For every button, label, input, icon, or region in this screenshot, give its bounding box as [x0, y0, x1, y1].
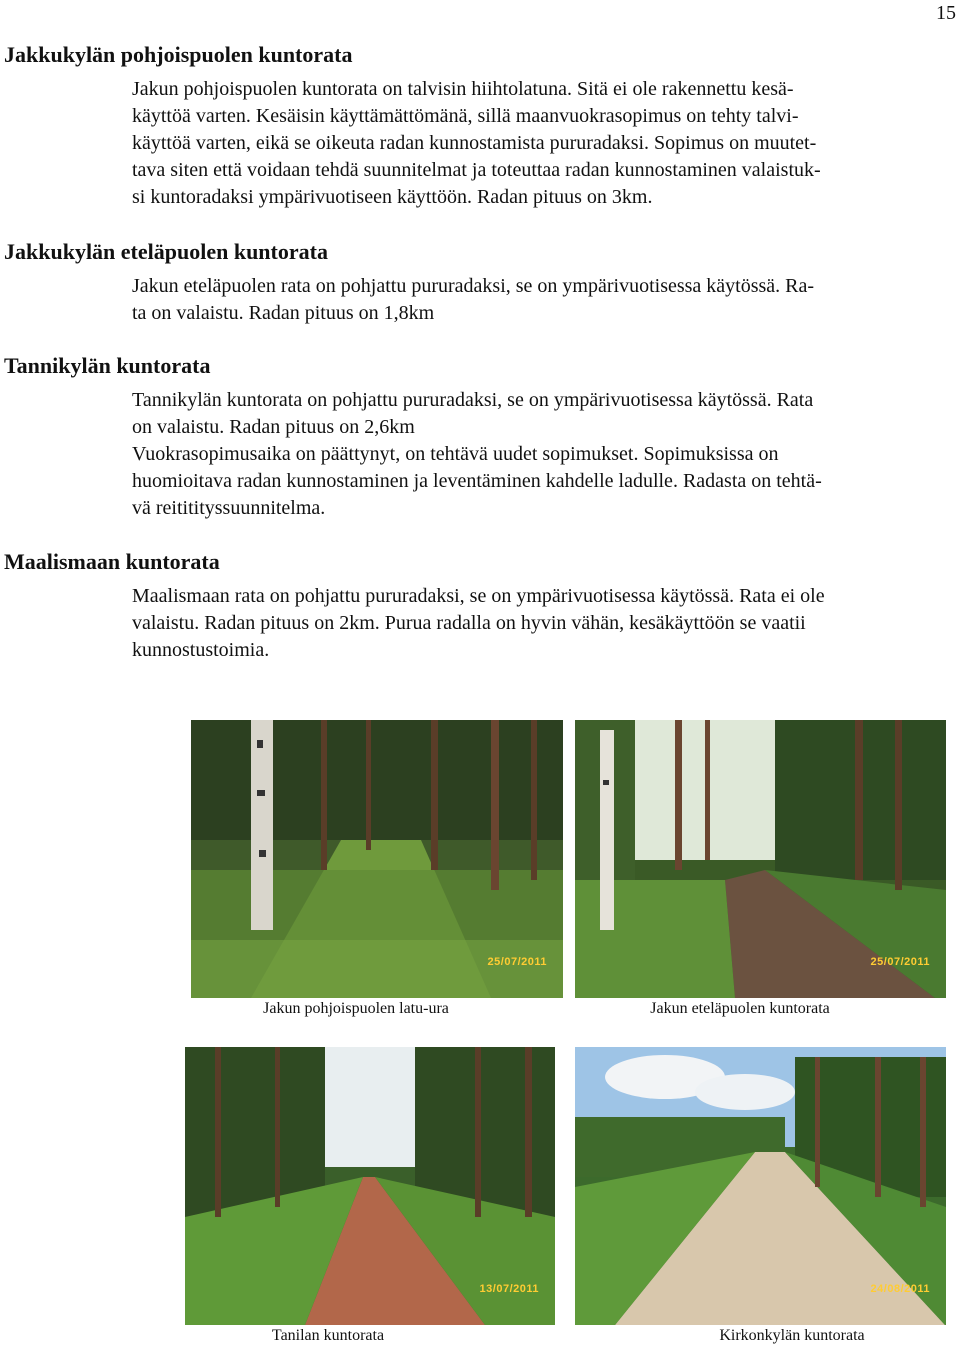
photo-jakun-north-track	[191, 720, 563, 998]
photo-caption: Jakun pohjoispuolen latu-ura	[263, 1000, 449, 1017]
photo-tanila-track	[185, 1047, 555, 1325]
page-number: 15	[936, 2, 956, 24]
section-heading-jakku-north: Jakkukylän pohjoispuolen kuntorata	[4, 42, 353, 67]
text-line: Vuokrasopimusaika on päättynyt, on tehtävä uudet sopimukset. Sopimuksissa on	[132, 443, 779, 465]
text-line: Tannikylän kuntorata on pohjattu pururadaksi, se on ympärivuotisessa käytössä. Rata	[132, 389, 814, 411]
text-line: huomioitava radan kunnostaminen ja leventäminen kahdelle ladulle. Radasta on tehtä-	[132, 470, 822, 492]
text-line: tava siten että voidaan tehdä suunnitelmat ja toteuttaa radan kunnostaminen valaistuk-	[132, 159, 821, 181]
text-line: Jakun eteläpuolen rata on pohjattu pururadaksi, se on ympärivuotisessa käytössä. Ra-	[132, 275, 815, 297]
text-line: käyttöä varten, eikä se oikeuta radan kunnostamista pururadaksi. Sopimus on muutet-	[132, 132, 817, 154]
text-line: vä reititityssuunnitelma.	[132, 497, 326, 519]
text-line: si kuntoradaksi ympärivuotiseen käyttöön. Radan pituus on 3km.	[132, 186, 653, 208]
photo-caption: Jakun eteläpuolen kuntorata	[650, 1000, 830, 1017]
photo-caption: Kirkonkylän kuntorata	[719, 1327, 865, 1344]
text-line: on valaistu. Radan pituus on 2,6km	[132, 416, 415, 438]
text-line: käyttöä varten. Kesäisin käyttämättömänä, sillä maanvuokrasopimus on tehty talvi-	[132, 105, 799, 127]
section-heading-jakku-south: Jakkukylän eteläpuolen kuntorata	[4, 239, 328, 264]
section-text-maalismaa	[132, 583, 954, 664]
text-line: ta on valaistu. Radan pituus on 1,8km	[132, 302, 435, 324]
date-stamp: 25/07/2011	[487, 956, 547, 968]
text-line: kunnostustoimia.	[132, 639, 270, 661]
date-stamp: 25/07/2011	[870, 956, 930, 968]
section-heading-maalismaa: Maalismaan kuntorata	[4, 549, 220, 574]
date-stamp: 13/07/2011	[479, 1283, 539, 1295]
text-line: Jakun pohjoispuolen kuntorata on talvisin hiihtolatuna. Sitä ei ole rakennettu kesä-	[132, 78, 794, 100]
section-text-tanni	[132, 387, 954, 522]
section-heading-tanni: Tannikylän kuntorata	[4, 353, 211, 378]
text-line: Maalismaan rata on pohjattu pururadaksi, se on ympärivuotisessa käytössä. Rata ei ole	[132, 585, 825, 607]
photo-caption: Tanilan kuntorata	[271, 1327, 385, 1344]
section-text-jakku-north	[132, 76, 954, 211]
section-text-jakku-south	[132, 273, 954, 327]
text-line: valaistu. Radan pituus on 2km. Purua radalla on hyvin vähän, kesäkäyttöön se vaatii	[132, 612, 806, 634]
photo-kirkonkyla-track	[575, 1047, 946, 1325]
date-stamp: 24/08/2011	[870, 1283, 930, 1295]
photo-jakun-south-track	[575, 720, 946, 998]
